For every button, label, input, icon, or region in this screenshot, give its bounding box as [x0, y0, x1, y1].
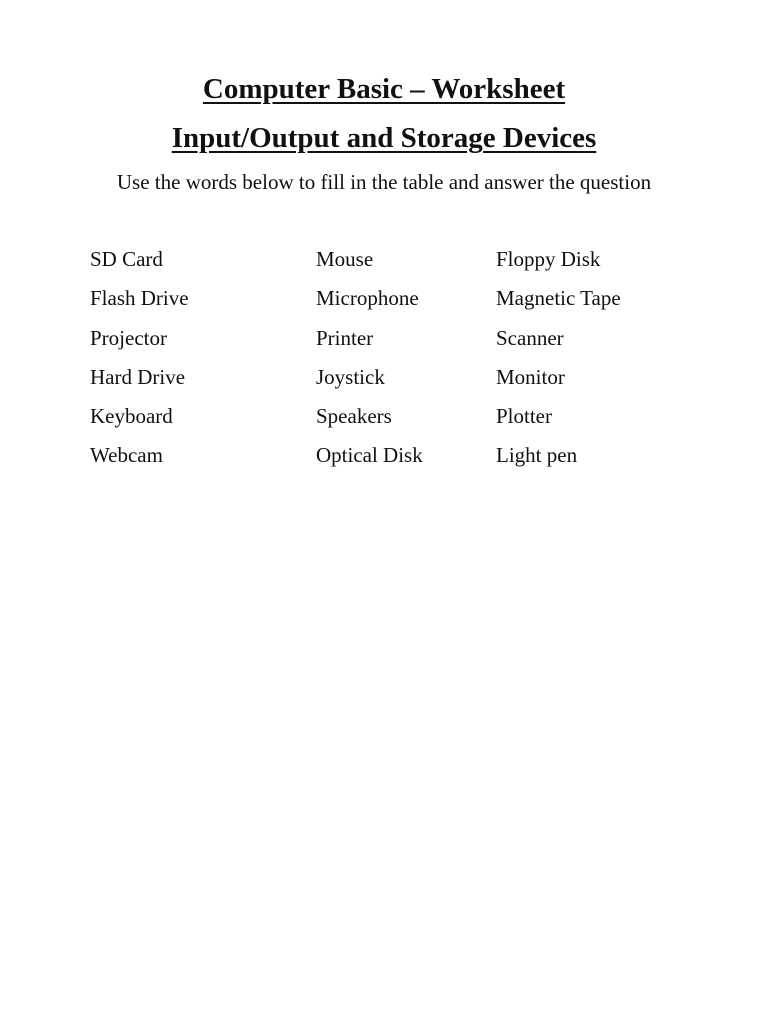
word-item: Flash Drive — [90, 286, 189, 311]
word-item: Webcam — [90, 443, 163, 468]
word-item: Monitor — [496, 364, 565, 389]
word-item: Keyboard — [90, 404, 173, 429]
worksheet-subtitle: Input/Output and Storage Devices — [171, 122, 597, 154]
word-bank-row — [0, 402, 768, 441]
word-item: Mouse — [316, 247, 374, 271]
word-item: Speakers — [316, 404, 392, 429]
word-item: Hard Drive — [90, 364, 186, 389]
word-item: Microphone — [316, 286, 419, 311]
word-item: Light pen — [496, 443, 578, 468]
word-item: Joystick — [316, 364, 385, 389]
word-item: Optical Disk — [316, 443, 423, 468]
word-bank-row — [0, 324, 768, 363]
word-item: Floppy Disk — [496, 247, 601, 271]
worksheet-title: Computer Basic – Worksheet — [202, 73, 566, 105]
word-bank-row — [0, 245, 768, 284]
word-bank-row — [0, 363, 768, 402]
word-item: SD Card — [90, 247, 163, 271]
word-bank-row — [0, 441, 768, 480]
word-item: Scanner — [496, 325, 564, 350]
word-bank — [0, 245, 768, 481]
word-item: Magnetic Tape — [496, 286, 621, 311]
instruction-text: Use the words below to fill in the table and answer the question — [116, 170, 652, 194]
word-item: Plotter — [496, 404, 552, 429]
word-item: Printer — [316, 325, 374, 350]
word-item: Projector — [90, 325, 167, 350]
word-bank-row — [0, 284, 768, 323]
